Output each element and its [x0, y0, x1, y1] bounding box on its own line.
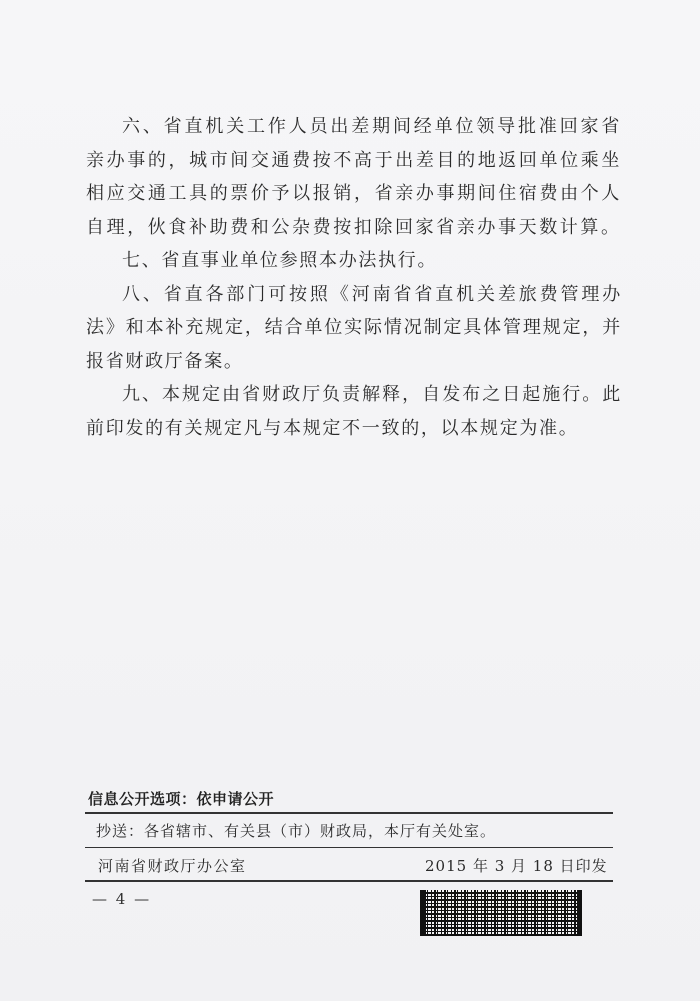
paragraph-8: 八、省直各部门可按照《河南省省直机关差旅费管理办法》和本补充规定，结合单位实际情况制定具体管理规定，并报省财政厅备案。	[86, 283, 622, 372]
paragraph-6: 六、省直机关工作人员出差期间经单位领导批准回家省亲办事的，城市间交通费按不高于出差目的地返回单位乘坐相应交通工具的票价予以报销，省亲办事期间住宿费由个人自理，伙食补助费和公杂费按扣除回家省亲办事天数计算。	[86, 116, 622, 238]
page-number: — 4 —	[92, 890, 152, 908]
document-body	[86, 110, 622, 445]
disclosure-option: 信息公开选项：依申请公开	[88, 790, 275, 808]
cc-line: 抄送：各省辖市、有关县（市）财政局，本厅有关处室。	[96, 822, 497, 840]
paragraph-9: 九、本规定由省财政厅负责解释，自发布之日起施行。此前印发的有关规定凡与本规定不一致的，以本规定为准。	[86, 384, 622, 439]
divider-top	[85, 812, 613, 814]
barcode-icon	[420, 890, 582, 936]
divider-middle	[85, 847, 613, 848]
issuing-office: 河南省财政厅办公室	[98, 857, 247, 875]
divider-bottom	[85, 880, 613, 882]
paragraph-7: 七、省直事业单位参照本办法执行。	[122, 250, 438, 271]
issue-date: 2015 年 3 月 18 日印发	[425, 857, 608, 875]
